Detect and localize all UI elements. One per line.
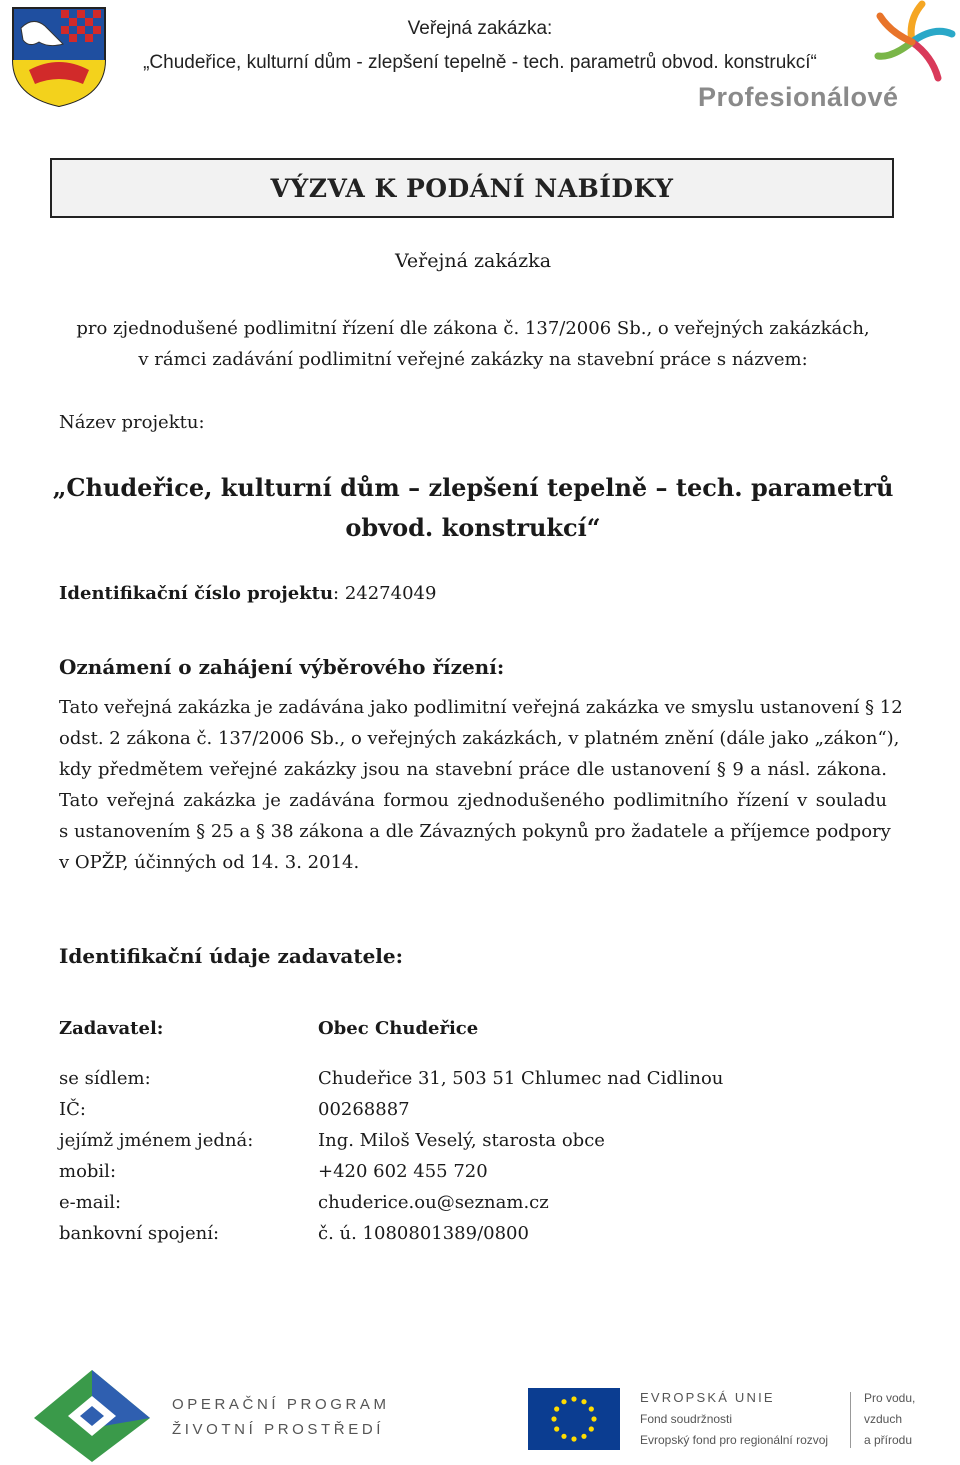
project-id-row <box>59 583 436 604</box>
eu-slogan-line-1: Pro vodu, <box>864 1391 916 1405</box>
notice-line: v OPŽP, účinných od 14. 3. 2014. <box>59 852 360 873</box>
eu-slogan-line-3: a přírodu <box>864 1433 913 1447</box>
document-title-box <box>50 158 894 218</box>
opzp-logo-icon <box>30 1368 154 1464</box>
document-title: VÝZVA K PODÁNÍ NABÍDKY <box>270 173 674 203</box>
notice-line: Tato veřejná zakázka je zadávána formou zjednodušeného podlimitního řízení v souladu <box>59 790 887 811</box>
document-subtitle: Veřejná zakázka <box>394 250 552 272</box>
row-label-sidlo: se sídlem: <box>59 1068 151 1089</box>
row-label-ic: IČ: <box>59 1099 86 1120</box>
row-value-bank: č. ú. 1080801389/0800 <box>318 1223 529 1244</box>
opzp-text-line-1: OPERAČNÍ PROGRAM <box>172 1396 390 1413</box>
row-value-mobile: +420 602 455 720 <box>318 1161 488 1182</box>
project-id-label: Identifikační číslo projektu <box>59 583 334 604</box>
footer-divider <box>850 1392 851 1448</box>
intro-line-1: pro zjednodušené podlimitní řízení dle zákona č. 137/2006 Sb., o veřejných zakázkách, <box>76 318 870 339</box>
row-value-email: chuderice.ou@seznam.cz <box>318 1192 549 1213</box>
row-value-sidlo: Chudeřice 31, 503 51 Chlumec nad Cidlinou <box>318 1068 724 1089</box>
project-name-line-1: „Chudeřice, kulturní dům – zlepšení tepelně – tech. parametrů <box>52 473 894 502</box>
notice-line: Tato veřejná zakázka je zadávána jako podlimitní veřejná zakázka ve smyslu ustanovení § 12 <box>59 697 903 718</box>
row-label-bank: bankovní spojení: <box>59 1223 220 1244</box>
header-contract-name: „Chudeřice, kulturní dům - zlepšení tepelně - tech. parametrů obvod. konstrukcí“ <box>143 52 817 73</box>
opzp-text-line-2: ŽIVOTNÍ PROSTŘEDÍ <box>172 1421 385 1438</box>
row-label-mobile: mobil: <box>59 1161 117 1182</box>
project-name-label: Název projektu: <box>59 412 205 433</box>
intro-line-2: v rámci zadávání podlimitní veřejné zakázky na stavební práce s názvem: <box>138 349 808 370</box>
eu-text-line-2: Fond soudržnosti <box>640 1412 733 1426</box>
row-value-ic: 00268887 <box>318 1099 410 1120</box>
eu-text-line-1: EVROPSKÁ UNIE <box>640 1390 775 1405</box>
zadavatel-label: Zadavatel: <box>59 1018 164 1039</box>
eu-text-line-3: Evropský fond pro regionální rozvoj <box>640 1433 829 1447</box>
eu-slogan-line-2: vzduch <box>864 1412 903 1426</box>
row-value-representative: Ing. Miloš Veselý, starosta obce <box>318 1130 605 1151</box>
zadavatel-value: Obec Chudeřice <box>318 1018 479 1039</box>
notice-line: kdy předmětem veřejné zakázky jsou na stavební práce dle ustanovení § 9 a násl. zákona. <box>59 759 887 780</box>
project-id-value: : 24274049 <box>333 583 437 604</box>
row-label-representative: jejímž jménem jedná: <box>59 1130 254 1151</box>
contracting-authority-heading: Identifikační údaje zadavatele: <box>59 944 403 968</box>
notice-line: odst. 2 zákona č. 137/2006 Sb., o veřejných zakázkách, v platném znění (dále jako „zákon“), <box>59 728 900 749</box>
eu-flag-icon <box>528 1388 620 1450</box>
profesionalove-star-logo-icon <box>868 0 958 84</box>
profesionalove-logo-text: Profesionálové <box>698 82 899 112</box>
row-label-email: e-mail: <box>59 1192 122 1213</box>
project-name-line-2: obvod. konstrukcí“ <box>345 513 601 542</box>
notice-heading: Oznámení o zahájení výběrového řízení: <box>59 655 505 679</box>
header-contract-label: Veřejná zakázka: <box>407 18 553 39</box>
notice-line: s ustanovením § 25 a § 38 zákona a dle Závazných pokynů pro žadatele a příjemce podpory <box>59 821 891 842</box>
